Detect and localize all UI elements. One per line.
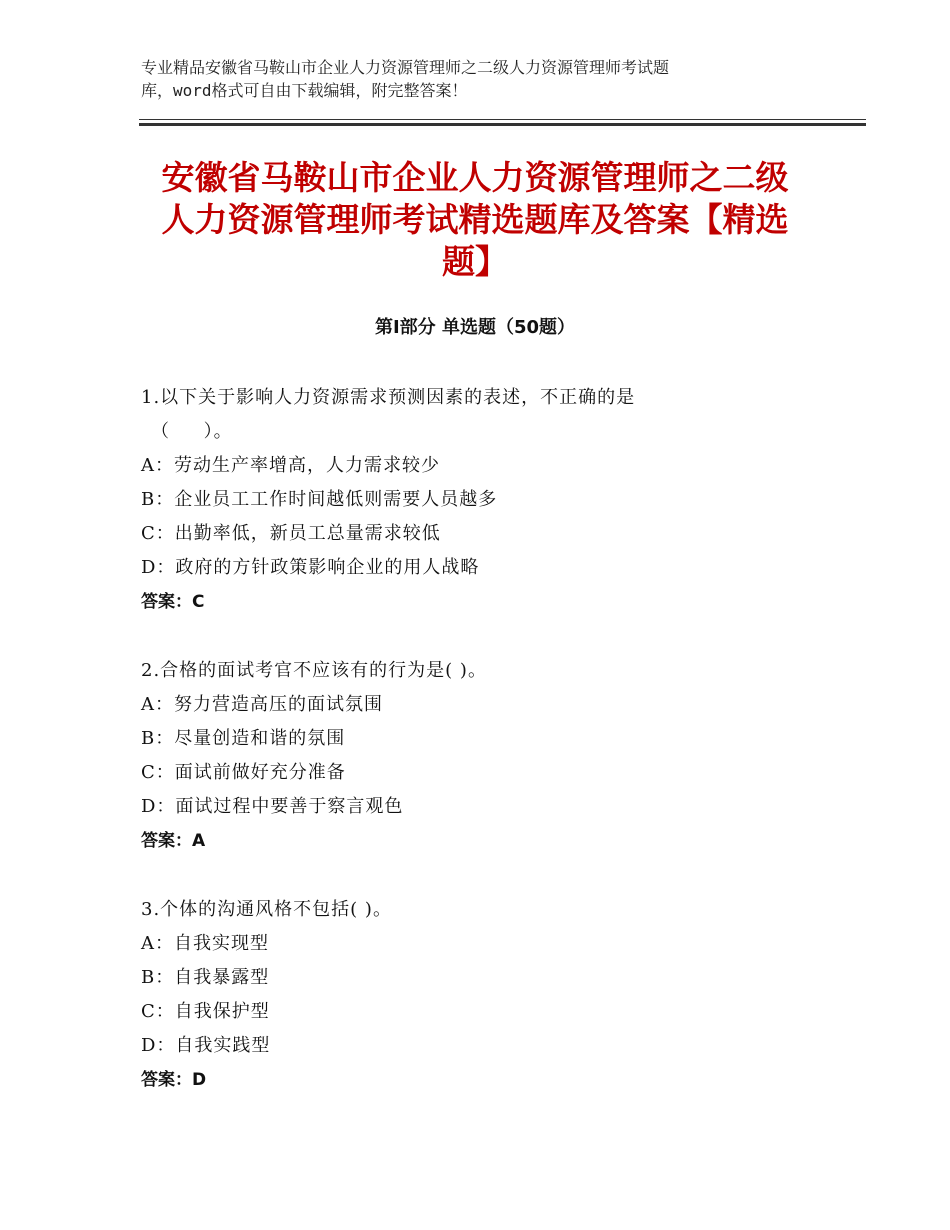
option-d: D：政府的方针政策影响企业的用人战略: [141, 557, 480, 578]
answer: 答案：C: [141, 592, 205, 612]
document-title-line-1: 安徽省马鞍山市企业人力资源管理师之二级: [161, 158, 789, 197]
document-title-line-3: 题】: [442, 242, 508, 281]
header-divider-thin: [139, 119, 866, 120]
section-heading: 第Ⅰ部分 单选题（50题）: [374, 317, 575, 338]
document-title: [139, 157, 811, 283]
question-stem: 1.以下关于影响人力资源需求预测因素的表述，不正确的是: [141, 387, 636, 408]
question-stem: 3.个体的沟通风格不包括( )。: [141, 899, 392, 920]
option-d: D：面试过程中要善于察言观色: [141, 796, 404, 817]
question-3: [141, 893, 781, 1097]
option-c: C：面试前做好充分准备: [141, 762, 346, 783]
question-stem-continuation: （ ）。: [151, 421, 233, 442]
option-a: A：劳动生产率增高，人力需求较少: [141, 455, 440, 476]
question-stem: 2.合格的面试考官不应该有的行为是( )。: [141, 660, 487, 681]
option-b: B：自我暴露型: [141, 967, 270, 988]
question-2: [141, 654, 781, 858]
header-note-line-2: 库，word格式可自由下载编辑，附完整答案！: [141, 81, 468, 100]
header-divider-thick: [139, 123, 866, 126]
option-c: C：出勤率低，新员工总量需求较低: [141, 523, 441, 544]
header-note-line-1: 专业精品安徽省马鞍山市企业人力资源管理师之二级人力资源管理师考试题: [141, 58, 670, 77]
option-b: B：企业员工工作时间越低则需要人员越多: [141, 489, 498, 510]
option-a: A：自我实现型: [141, 933, 269, 954]
header-note: [141, 56, 781, 102]
question-1: [141, 381, 781, 619]
document-title-line-2: 人力资源管理师考试精选题库及答案【精选: [161, 200, 789, 239]
option-b: B：尽量创造和谐的氛围: [141, 728, 346, 749]
option-a: A：努力营造高压的面试氛围: [141, 694, 383, 715]
answer: 答案：D: [141, 1070, 207, 1090]
option-d: D：自我实践型: [141, 1035, 271, 1056]
option-c: C：自我保护型: [141, 1001, 270, 1022]
answer: 答案：A: [141, 831, 206, 851]
